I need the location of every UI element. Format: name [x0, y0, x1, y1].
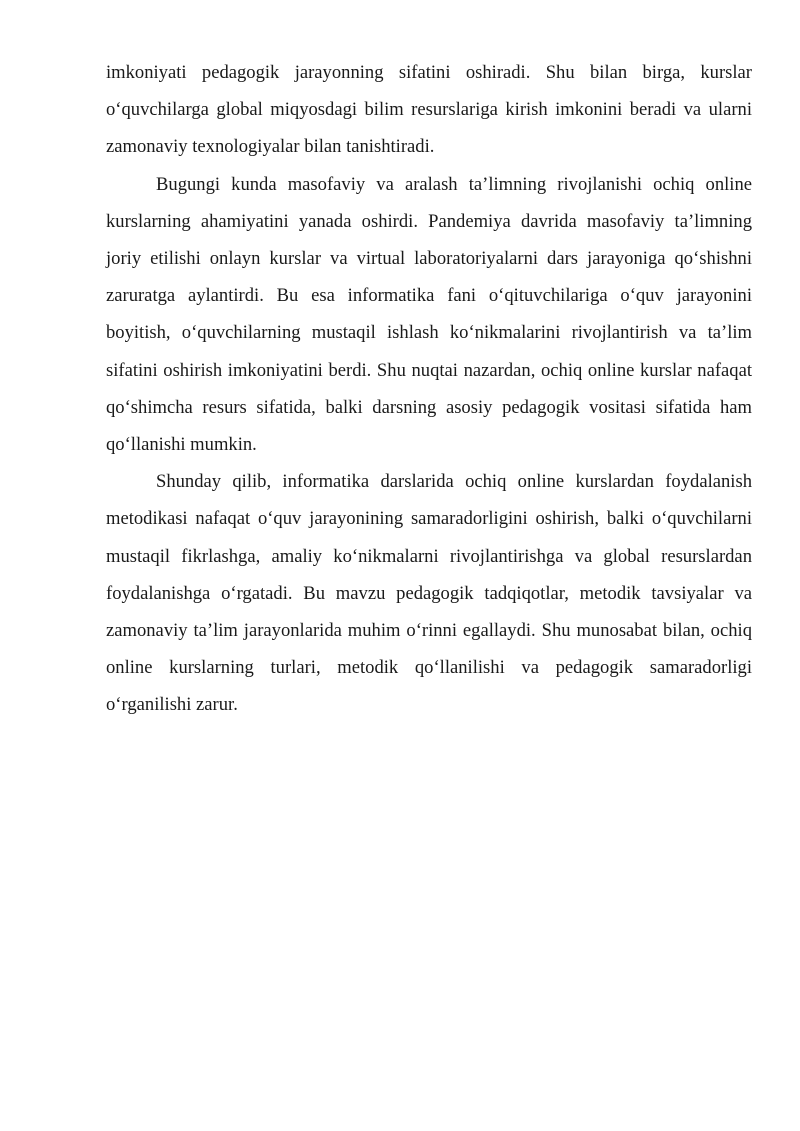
paragraph-continuation: imkoniyati pedagogik jarayonning sifatini oshiradi. Shu bilan birga, kurslar o‘quvchilarga global miqyosdagi bilim resurslariga kirish imkonini beradi va ularni zamonaviy texnologiyalar bilan tanishtiradi.: [106, 62, 752, 158]
paragraph-distance-learning: Bugungi kunda masofaviy va aralash ta’limning rivojlanishi ochiq online kurslarning ahamiyatini yanada oshirdi. Pandemiya davrida masofaviy ta’limning joriy etilishi onlayn kurslar va virtual laboratoriyalarni dars jarayoniga qo‘shishni zaruratga aylantirdi. Bu esa informatika fani o‘qituvchilariga o‘quv jarayonini boyitish, o‘quvchilarning mustaqil ishlash ko‘nikmalarini rivojlantirish va ta’lim sifatini oshirish imkoniyatini berdi. Shu nuqtai nazardan, ochiq online kurslar nafaqat qo‘shimcha resurs sifatida, balki darsning asosiy pedagogik vositasi sifatida ham qo‘llanishi mumkin.: [106, 173, 752, 456]
document-page: [106, 54, 752, 724]
paragraph-conclusion: Shunday qilib, informatika darslarida ochiq online kurslardan foydalanish metodikasi nafaqat o‘quv jarayonining samaradorligini oshirish, balki o‘quvchilarni mustaqil fikrlashga, amaliy ko‘nikmalarni rivojlantirishga va global resurslardan foydalanishga o‘rgatadi. Bu mavzu pedagogik tadqiqotlar, metodik tavsiyalar va zamonaviy ta’lim jarayonlarida muhim o‘rinni egallaydi. Shu munosabat bilan, ochiq online kurslarning turlari, metodik qo‘llanilishi va pedagogik samaradorligi o‘rganilishi zarur.: [106, 471, 752, 716]
